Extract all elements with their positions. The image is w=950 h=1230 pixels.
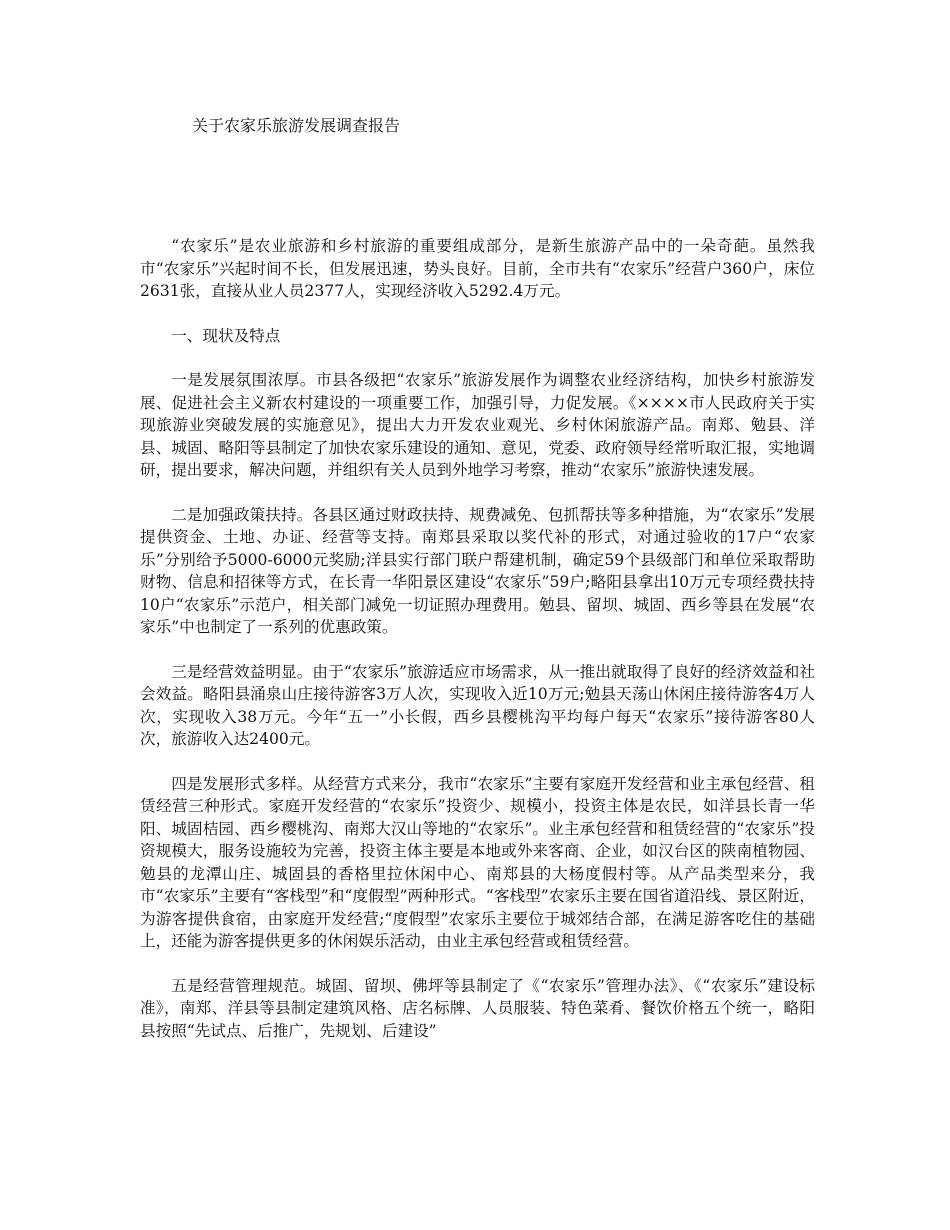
document-title: 关于农家乐旅游发展调查报告 <box>192 116 401 135</box>
paragraph-2: 二是加强政策扶持。各县区通过财政扶持、规费减免、包抓帮扶等多种措施，为“农家乐”发展提供资金、土地、办证、经营等支持。南郑县采取以奖代补的形式，对通过验收的17户“农家乐”分别给予5000-6000元奖励;洋县实行部门联户帮建机制，确定59个县级部门和单位采取帮助财物、信息和招徕等方式，在长青一华阳景区建设“农家乐”59户;略阳县拿出10万元专项经费扶持10户“农家乐”示范户，相关部门减免一切证照办理费用。勉县、留坝、城固、西乡等县在发展“农家乐”中也制定了一系列的优惠政策。 <box>140 505 815 636</box>
paragraph-1: 一是发展氛围浓厚。市县各级把“农家乐”旅游发展作为调整农业经济结构，加快乡村旅游发展、促进社会主义新农村建设的一项重要工作，加强引导，力促发展。《××××市人民政府关于实现旅游业突破发展的实施意见》，提出大力开发农业观光、乡村休闲旅游产品。南郑、勉县、洋县、城固、略阳等县制定了加快农家乐建设的通知、意见，党委、政府领导经常听取汇报，实地调研，提出要求，解决问题，并组织有关人员到外地学习考察，推动“农家乐”旅游快速发展。 <box>140 371 815 479</box>
section-heading-1: 一、现状及特点 <box>171 326 281 345</box>
paragraph-3: 三是经营效益明显。由于“农家乐”旅游适应市场需求，从一推出就取得了良好的经济效益和社会效益。略阳县涌泉山庄接待游客3万人次，实现收入近10万元;勉县天荡山休闲庄接待游客4万人次，实现收入38万元。今年“五一”小长假，西乡县樱桃沟平均每户每天“农家乐”接待游客80人次，旅游收入达2400元。 <box>140 662 815 748</box>
paragraph-5: 五是经营管理规范。城固、留坝、佛坪等县制定了《“农家乐”管理办法》、《“农家乐”建设标准》，南郑、洋县等县制定建筑风格、店名标牌、人员服装、特色菜肴、餐饮价格五个统一，略阳县按照“先试点、后推广，先规划、后建设” <box>140 976 815 1040</box>
paragraph-4: 四是发展形式多样。从经营方式来分，我市“农家乐”主要有家庭开发经营和业主承包经营、租赁经营三种形式。家庭开发经营的“农家乐”投资少、规模小，投资主体是农民，如洋县长青一华阳、城固桔园、西乡樱桃沟、南郑大汉山等地的“农家乐”。业主承包经营和租赁经营的“农家乐”投资规模大，服务设施较为完善，投资主体主要是本地或外来客商、企业，如汉台区的陕南植物园、勉县的龙潭山庄、城固县的香格里拉休闲中心、南郑县的大杨度假村等。从产品类型来分，我市“农家乐”主要有“客栈型”和“度假型”两种形式。“客栈型”农家乐主要在国省道沿线、景区附近，为游客提供食宿，由家庭开发经营;“度假型”农家乐主要位于城郊结合部，在满足游客吃住的基础上，还能为游客提供更多的休闲娱乐活动，由业主承包经营或租赁经营。 <box>140 774 815 950</box>
document-body <box>140 235 815 1064</box>
intro-paragraph: “农家乐”是农业旅游和乡村旅游的重要组成部分，是新生旅游产品中的一朵奇葩。虽然我市“农家乐”兴起时间不长，但发展迅速，势头良好。目前，全市共有“农家乐”经营户360户，床位2631张，直接从业人员2377人，实现经济收入5292.4万元。 <box>140 237 815 300</box>
